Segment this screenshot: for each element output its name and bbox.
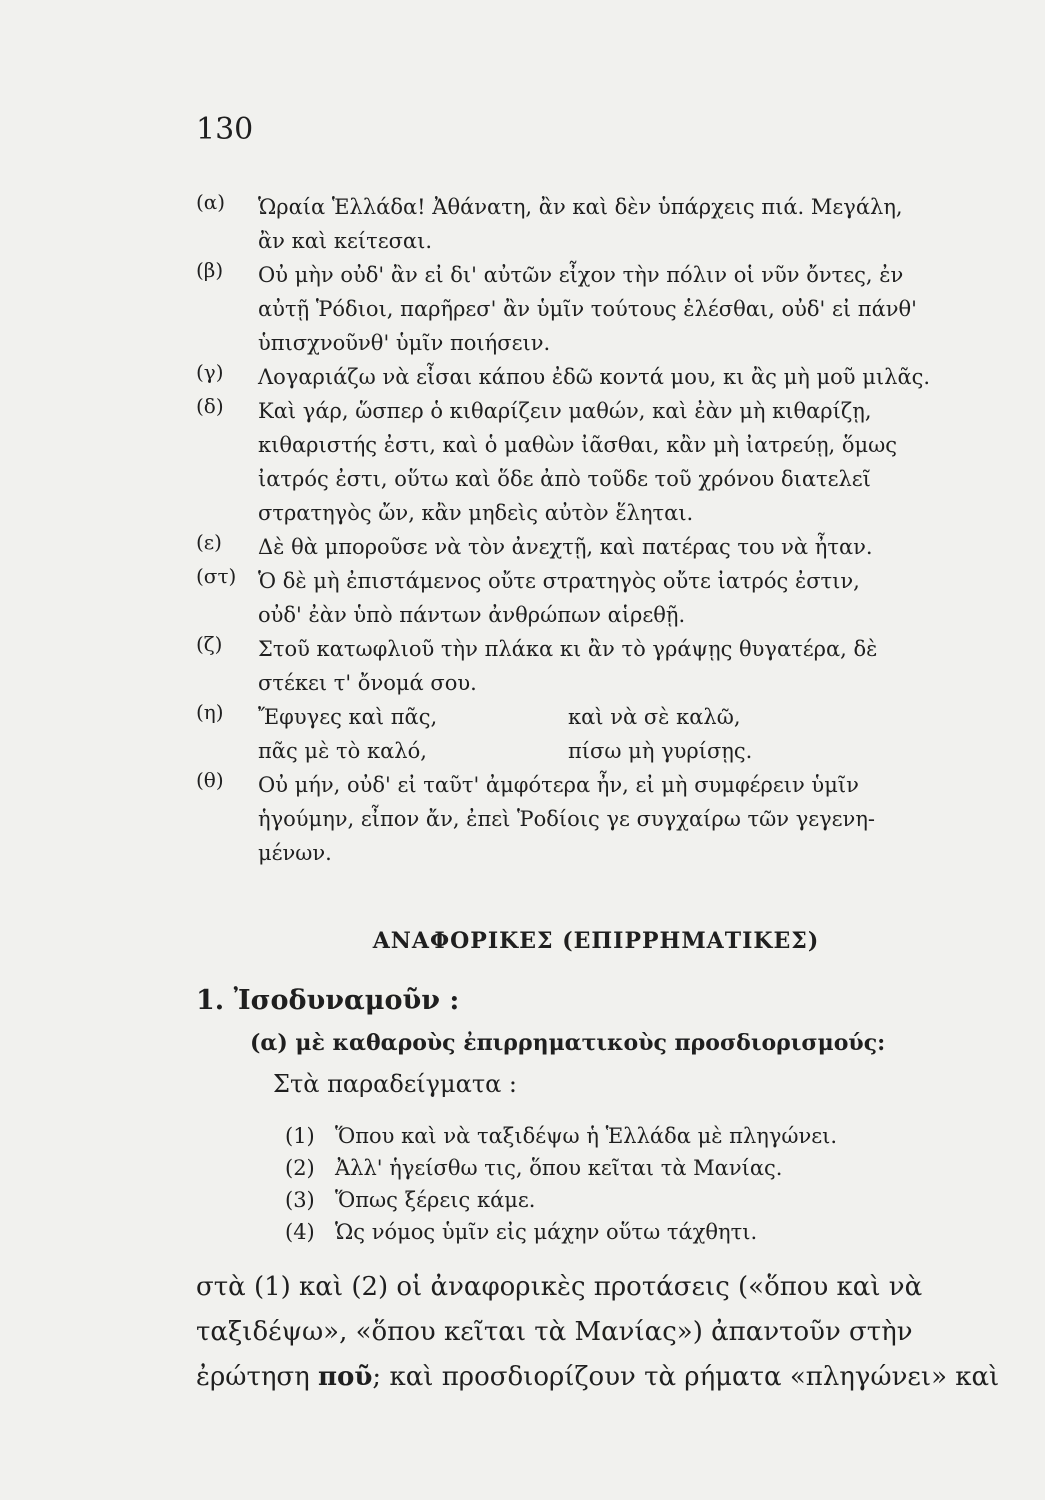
example-line: Λογαριάζω νὰ εἶσαι κάπου ἐδῶ κοντά μου, κι ἂς μὴ μοῦ μιλᾶς. — [258, 365, 931, 389]
example-line: Δὲ θὰ μποροῦσε νὰ τὸν ἀνεχτῇ, καὶ πατέρας του νὰ ἦταν. — [258, 535, 873, 559]
list-number: (4) — [285, 1220, 315, 1244]
subsection-a-title: (α) μὲ καθαροὺς ἐπιρρηματικοὺς προσδιορισμούς: — [250, 1030, 886, 1056]
example-line: ἡγούμην, εἶπον ἄν, ἐπεὶ Ῥοδίοις γε συγχαίρω τῶν γεγενη- — [258, 807, 875, 831]
paragraph-line: στὰ (1) καὶ (2) οἱ ἀναφορικὲς προτάσεις («ὅπου καὶ νὰ — [196, 1272, 923, 1302]
example-beta — [196, 258, 996, 360]
example-line: Καὶ γάρ, ὥσπερ ὁ κιθαρίζειν μαθών, καὶ ἐὰν μὴ κιθαρίζῃ, — [258, 399, 872, 423]
list-item — [285, 1152, 837, 1184]
example-line: στρατηγὸς ὤν, κἂν μηδεὶς αὐτὸν ἕληται. — [258, 501, 694, 525]
poem-verse: Ἔφυγες καὶ πᾶς, — [258, 705, 438, 729]
example-delta — [196, 394, 996, 530]
list-item — [285, 1120, 837, 1152]
example-line: Ὡραία Ἑλλάδα! Ἀθάνατη, ἂν καὶ δὲν ὑπάρχεις πιά. Μεγάλη, — [258, 195, 903, 219]
list-number: (1) — [285, 1124, 315, 1148]
list-item — [285, 1216, 837, 1248]
list-text: Ὅπως ξέρεις κάμε. — [335, 1188, 536, 1212]
example-theta — [196, 768, 996, 870]
section-1-title: 1. Ἰσοδυναμοῦν : — [196, 985, 460, 1016]
example-line: ἂν καὶ κείτεσαι. — [258, 229, 432, 253]
poem-verse: πᾶς μὲ τὸ καλό, — [258, 739, 427, 763]
list-text: Ὡς νόμος ὑμῖν εἰς μάχην οὕτω τάχθητι. — [335, 1220, 758, 1244]
paragraph-text: ; καὶ προσδιορίζουν τὰ ρήματα «πληγώνει» καὶ — [372, 1362, 1000, 1392]
example-line: ὑπισχνοῦνθ' ὑμῖν ποιήσειν. — [258, 331, 551, 355]
body-paragraph — [196, 1265, 1000, 1400]
example-line: αὐτῇ Ῥόδιοι, παρῆρεσ' ἂν ὑμῖν τούτους ἑλέσθαι, οὐδ' εἰ πάνθ' — [258, 297, 917, 321]
poem-line — [258, 700, 996, 734]
example-line: Οὐ μήν, οὐδ' εἰ ταῦτ' ἀμφότερα ἦν, εἰ μὴ συμφέρειν ὑμῖν — [258, 773, 859, 797]
paragraph-line — [196, 1355, 1000, 1400]
example-label: (στ) — [196, 564, 237, 588]
example-alpha — [196, 190, 996, 258]
example-line: ἰατρός ἐστι, οὕτω καὶ ὅδε ἀπὸ τοῦδε τοῦ χρόνου διατελεῖ — [258, 467, 871, 491]
poem-verse: πίσω μὴ γυρίσῃς. — [568, 739, 753, 763]
examples-intro: Στὰ παραδείγματα : — [273, 1070, 518, 1098]
example-line: Ὁ δὲ μὴ ἐπιστάμενος οὔτε στρατηγὸς οὔτε ἰατρός ἐστιν, — [258, 569, 860, 593]
poem-verse: καὶ νὰ σὲ καλῶ, — [568, 705, 741, 729]
example-line: Στοῦ κατωφλιοῦ τὴν πλάκα κι ἂν τὸ γράψῃς θυγατέρα, δὲ — [258, 637, 878, 661]
example-stigma — [196, 564, 996, 632]
example-zeta — [196, 632, 996, 700]
example-label: (ε) — [196, 530, 222, 554]
example-line: κιθαριστής ἐστι, καὶ ὁ μαθὼν ἰᾶσθαι, κἂν μὴ ἰατρεύῃ, ὅμως — [258, 433, 898, 457]
example-label: (η) — [196, 700, 224, 724]
example-line: στέκει τ' ὄνομά σου. — [258, 671, 477, 695]
example-gamma — [196, 360, 996, 394]
poem-line — [258, 734, 996, 768]
numbered-examples — [285, 1120, 837, 1248]
example-label: (ζ) — [196, 632, 223, 656]
list-number: (3) — [285, 1188, 315, 1212]
example-label: (δ) — [196, 394, 224, 418]
list-number: (2) — [285, 1156, 315, 1180]
example-label: (γ) — [196, 360, 224, 384]
bold-question-word: ποῦ — [318, 1362, 373, 1392]
example-epsilon — [196, 530, 996, 564]
example-eta — [196, 700, 996, 768]
list-text: Ὅπου καὶ νὰ ταξιδέψω ἡ Ἑλλάδα μὲ πληγώνει. — [335, 1124, 838, 1148]
page-number: 130 — [196, 112, 254, 147]
paragraph-text: ἐρώτηση — [196, 1362, 318, 1392]
list-item — [285, 1184, 837, 1216]
list-text: Ἀλλ' ἡγείσθω τις, ὅπου κεῖται τὰ Μανίας. — [335, 1156, 783, 1180]
example-label: (θ) — [196, 768, 224, 792]
example-line: Οὐ μὴν οὐδ' ἂν εἰ δι' αὐτῶν εἶχον τὴν πόλιν οἱ νῦν ὄντες, ἐν — [258, 263, 904, 287]
example-line: μένων. — [258, 841, 332, 865]
example-label: (α) — [196, 190, 226, 214]
section-heading: ΑΝΑΦΟΡΙΚΕΣ (ΕΠΙΡΡΗΜΑΤΙΚΕΣ) — [372, 928, 820, 954]
example-label: (β) — [196, 258, 224, 282]
example-line: οὐδ' ἐὰν ὑπὸ πάντων ἀνθρώπων αἱρεθῇ. — [258, 603, 686, 627]
paragraph-line: ταξιδέψω», «ὅπου κεῖται τὰ Μανίας») ἀπαντοῦν στὴν — [196, 1317, 913, 1347]
